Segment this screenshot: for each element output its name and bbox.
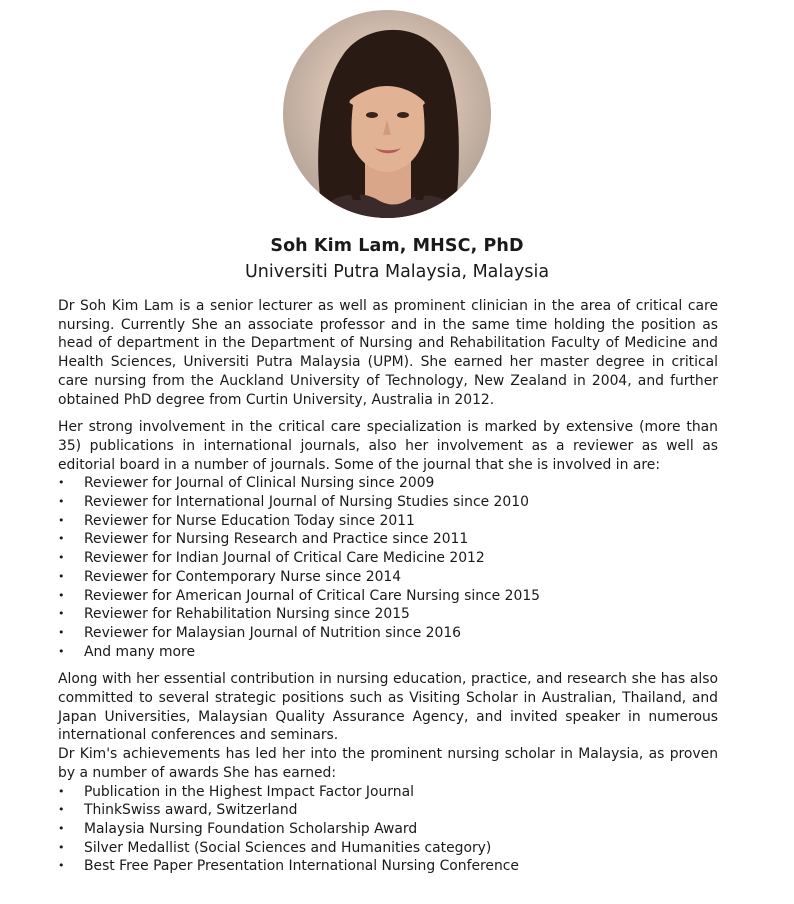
bio-paragraph-1: Dr Soh Kim Lam is a senior lecturer as well as prominent clinician in the area of critical care nursing. Currently She an associate professor and in the same time holding the position as head of department in the Department of Nursing and Rehabilitation Faculty of Medicine and Health Sciences, Universiti Putra Malaysia (UPM). She earned her master degree in critical care nursing from the Auckland University of Technology, New Zealand in 2004, and further obtained PhD degree from Curtin University, Australia in 2012.	[58, 298, 718, 408]
bio-paragraph-2: Her strong involvement in the critical care specialization is marked by extensive (more than 35) publications in international journals, also her involvement as a reviewer as well as editorial board in a number of journals. Some of the journal that she is involved in are:	[58, 419, 718, 473]
list-item: • Reviewer for International Journal of Nursing Studies since 2010	[58, 493, 718, 512]
list-item: • ThinkSwiss award, Switzerland	[58, 801, 718, 820]
profile-name: Soh Kim Lam, MHSC, PhD	[270, 236, 524, 256]
bio-paragraph-4: Dr Kim's achievements has led her into the prominent nursing scholar in Malaysia, as proven by a number of awards She has earned:	[58, 746, 718, 781]
paragraph-spacer	[58, 409, 718, 418]
paragraph-spacer	[58, 661, 718, 670]
list-item: • Best Free Paper Presentation International Nursing Conference	[58, 857, 718, 876]
list-item: • Reviewer for Malaysian Journal of Nutrition since 2016	[58, 624, 718, 643]
list-item: • Reviewer for Journal of Clinical Nursing since 2009	[58, 474, 718, 493]
list-item: • Malaysia Nursing Foundation Scholarship Award	[58, 820, 718, 839]
list-item: • Reviewer for American Journal of Critical Care Nursing since 2015	[58, 587, 718, 606]
list-item: • Publication in the Highest Impact Factor Journal	[58, 783, 718, 802]
list-item: • Reviewer for Indian Journal of Critical Care Medicine 2012	[58, 549, 718, 568]
list-item: • Reviewer for Nurse Education Today since 2011	[58, 512, 718, 531]
portrait-photo-icon	[283, 10, 491, 218]
bio-content	[58, 297, 718, 876]
profile-affiliation: Universiti Putra Malaysia, Malaysia	[244, 262, 550, 282]
profile-photo	[283, 10, 491, 218]
bio-paragraph-3: Along with her essential contribution in nursing education, practice, and research she has also committed to several strategic positions such as Visiting Scholar in Australian, Thailand, and Japan Universities, Malaysian Quality Assurance Agency, and invited speaker in numerous international conferences and seminars.	[58, 671, 718, 744]
list-item: • Reviewer for Contemporary Nurse since 2014	[58, 568, 718, 587]
list-item: • Reviewer for Nursing Research and Practice since 2011	[58, 530, 718, 549]
award-list	[58, 783, 718, 877]
list-item: • Reviewer for Rehabilitation Nursing since 2015	[58, 605, 718, 624]
reviewer-list	[58, 474, 718, 661]
list-item: • Silver Medallist (Social Sciences and Humanities category)	[58, 839, 718, 858]
list-item: • And many more	[58, 643, 718, 662]
